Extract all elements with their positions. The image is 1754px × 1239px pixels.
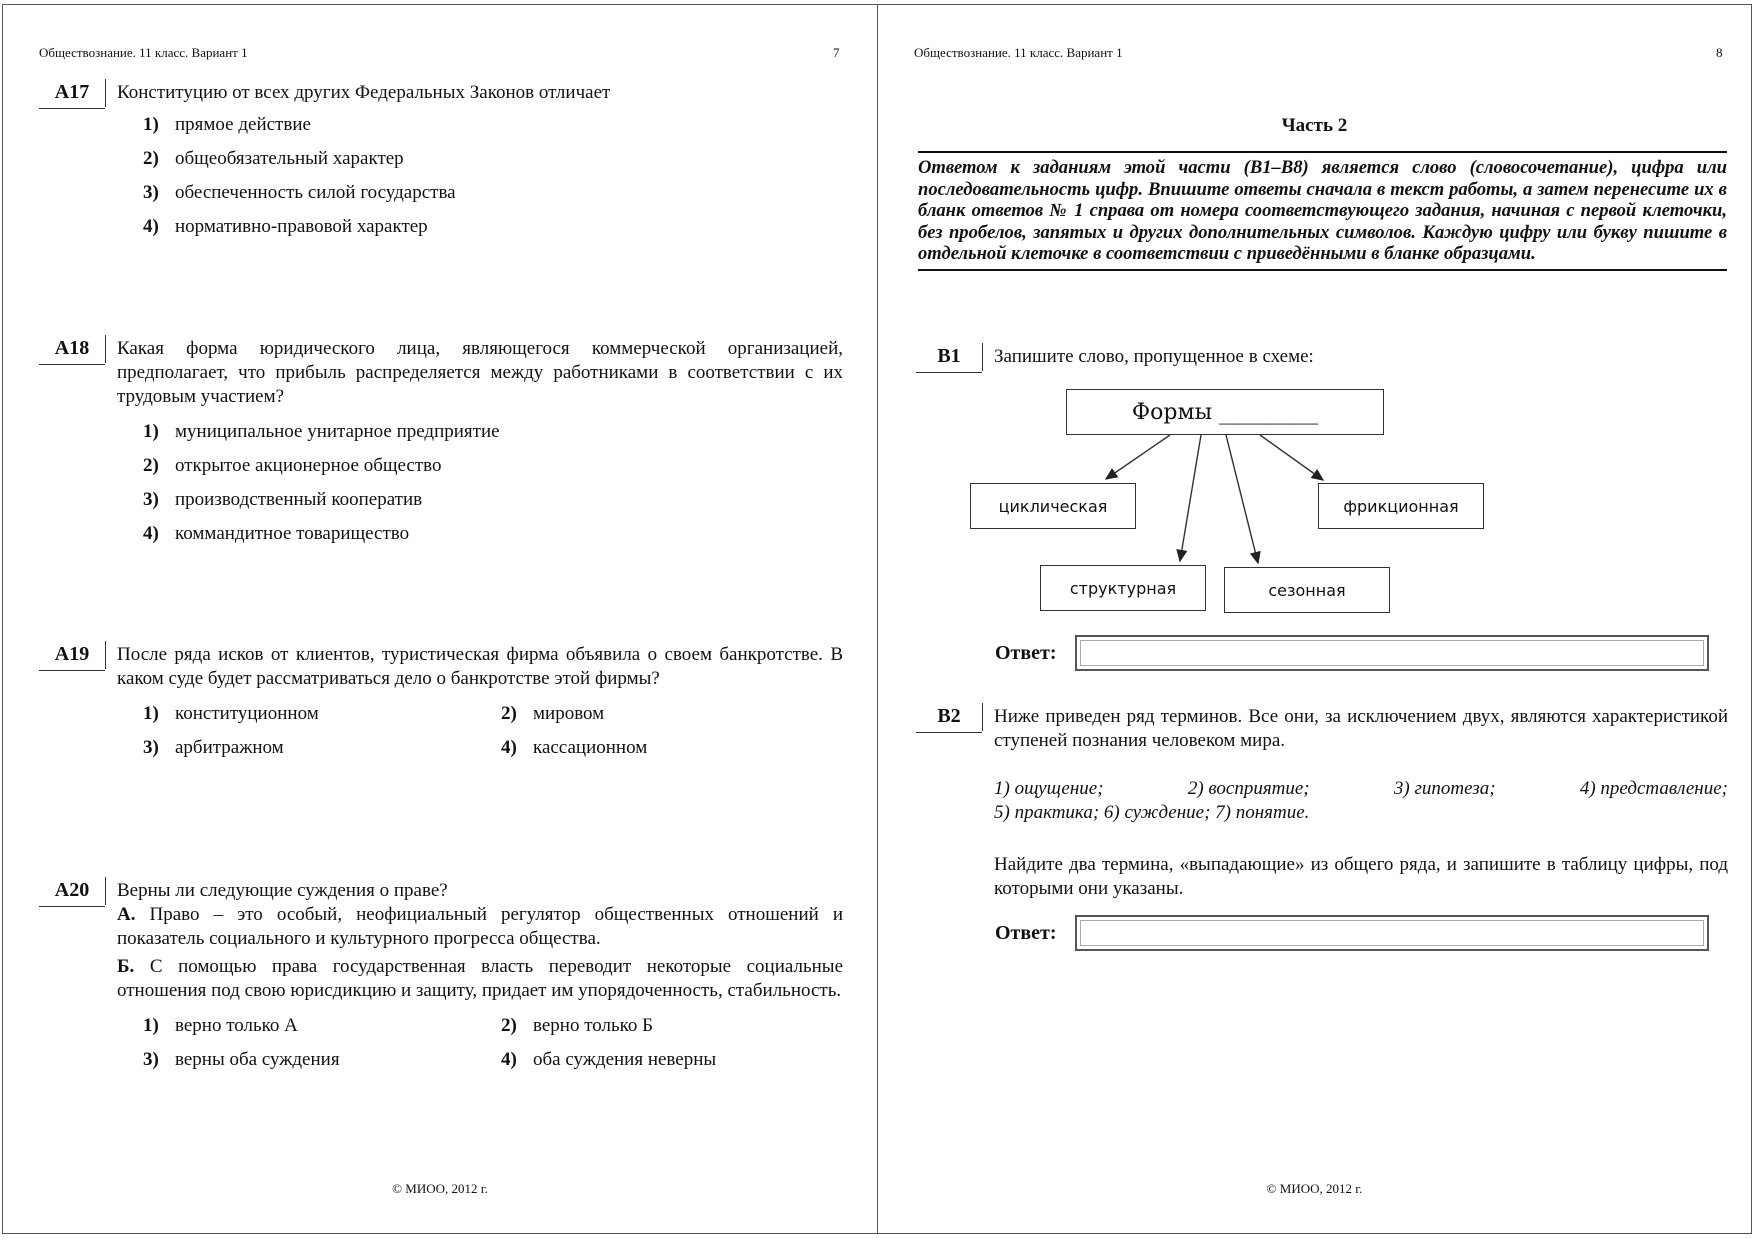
option-number: 1): [143, 1015, 159, 1036]
question-text: После ряда исков от клиентов, туристическая фирма объявила о своем банкротстве. В каком суде будет рассматриваться дело о банкротстве этой фирмы?: [117, 644, 843, 689]
option-text: муниципальное унитарное предприятие: [175, 421, 500, 442]
answer-option[interactable]: [143, 697, 501, 731]
option-text: производственный кооператив: [175, 489, 423, 510]
question-text: Конституцию от всех других Федеральных Законов отличает: [117, 82, 611, 103]
task-label-divider: [982, 703, 983, 731]
statement-b-text: С помощью права государственная власть переводит некоторые социальные отношения под свою юрисдикцию и защиту, придает им упорядоченность, стабильность.: [117, 956, 844, 1001]
answer-option[interactable]: [501, 731, 801, 765]
answer-option[interactable]: [143, 517, 843, 551]
running-head: Обществознание. 11 класс. Вариант 1: [39, 45, 248, 60]
option-text: общеобязательный характер: [175, 148, 404, 169]
term: 2) восприятие;: [1187, 778, 1310, 799]
diagram-box-frictional: фрикционная: [1318, 483, 1484, 529]
statement-b-label: Б.: [117, 956, 135, 977]
task-label: B2: [916, 705, 982, 733]
question-text: Ниже приведен ряд терминов. Все они, за исключением двух, являются характеристикой ступеней познания человеком мира.: [994, 706, 1728, 751]
answer-option[interactable]: [501, 1043, 801, 1077]
option-number: 4): [501, 737, 517, 758]
option-text: мировом: [533, 703, 605, 724]
option-number: 2): [501, 703, 517, 724]
option-text: верно только А: [175, 1015, 298, 1036]
option-number: 4): [501, 1049, 517, 1070]
task-label-divider: [982, 343, 983, 371]
option-text: оба суждения неверны: [533, 1049, 717, 1070]
diagram-box-seasonal: сезонная: [1224, 567, 1390, 613]
option-text: кассационном: [533, 737, 648, 758]
question-text: Верны ли следующие суждения о праве?: [117, 880, 448, 901]
task-label: A18: [39, 337, 105, 365]
answer-option[interactable]: [143, 176, 843, 210]
answer-option[interactable]: [143, 449, 843, 483]
option-number: 1): [143, 421, 159, 442]
option-number: 4): [143, 523, 159, 544]
term: 1) ощущение;: [994, 778, 1104, 799]
answer-option[interactable]: [143, 1009, 501, 1043]
option-text: конституционном: [175, 703, 319, 724]
statement-a-label: А.: [117, 904, 136, 925]
option-text: обеспеченность силой государства: [175, 182, 456, 203]
running-head: Обществознание. 11 класс. Вариант 1: [914, 45, 1123, 60]
b2-answer-field[interactable]: [1075, 915, 1709, 951]
statement-b: [117, 955, 843, 1003]
task-label: A17: [39, 81, 105, 109]
terms-list: [994, 777, 1728, 825]
statement-a-text: Право – это особый, неофициальный регулятор общественных отношений и показатель социального и культурного прогресса общества.: [117, 904, 844, 949]
task-label: A19: [39, 643, 105, 671]
answer-label: Ответ:: [995, 921, 1057, 944]
page-number: 8: [1716, 45, 1723, 60]
answer-option[interactable]: [143, 731, 501, 765]
option-number: 3): [143, 489, 159, 510]
option-text: верно только Б: [533, 1015, 654, 1036]
part-title: Часть 2: [1281, 115, 1348, 136]
copyright-footer: © МИОО, 2012 г.: [1266, 1181, 1363, 1196]
b2-answer-row: [995, 915, 1709, 951]
option-number: 3): [143, 182, 159, 203]
option-text: верны оба суждения: [175, 1049, 340, 1070]
diagram-root-box: Формы _________: [1066, 389, 1384, 435]
b1-answer-row: [995, 635, 1709, 671]
answer-option[interactable]: [143, 108, 843, 142]
diagram-box-structural: структурная: [1040, 565, 1206, 611]
term: 4) представление;: [1579, 778, 1728, 799]
forms-diagram: [998, 383, 1608, 613]
term: 3) гипотеза;: [1393, 778, 1496, 799]
answer-option[interactable]: [143, 415, 843, 449]
page-7: [2, 4, 878, 1234]
copyright-footer: © МИОО, 2012 г.: [392, 1181, 488, 1196]
option-number: 2): [143, 455, 159, 476]
option-text: нормативно-правовой характер: [175, 216, 428, 237]
task-label: B1: [916, 345, 982, 373]
task-label-divider: [105, 335, 106, 363]
option-number: 2): [143, 148, 159, 169]
page-number: 7: [833, 45, 840, 60]
part-instructions: Ответом к заданиям этой части (В1–В8) является слово (словосочетание), цифра или последовательность цифр. Впишите ответы сначала в текст работы, а затем перенесите их в бланк ответов № 1 справа от номера соответствующего задания, начиная с первой клеточки, без пробелов, запятых и других дополнительных символов. Каждую цифру или букву пишите в отдельной клеточке в соответствии с приведёнными в бланке образцами.: [918, 151, 1727, 271]
answer-label: Ответ:: [995, 641, 1057, 664]
option-number: 2): [501, 1015, 517, 1036]
b2-instruction: Найдите два термина, «выпадающие» из общего ряда, и запишите в таблицу цифры, под которыми они указаны.: [994, 854, 1728, 899]
option-number: 1): [143, 703, 159, 724]
statement-a: [117, 903, 843, 951]
option-text: открытое акционерное общество: [175, 455, 442, 476]
term: 5) практика; 6) суждение; 7) понятие.: [994, 802, 1310, 823]
answer-option[interactable]: [143, 210, 843, 244]
option-number: 1): [143, 114, 159, 135]
option-number: 4): [143, 216, 159, 237]
task-label-divider: [105, 641, 106, 669]
question-text: Какая форма юридического лица, являющегося коммерческой организацией, предполагает, что прибыль распределяется между работниками в соответствии с их трудовым участием?: [117, 338, 843, 407]
page-8: [877, 4, 1752, 1234]
task-label-divider: [105, 877, 106, 905]
option-text: прямое действие: [175, 114, 311, 135]
diagram-box-cyclical: циклическая: [970, 483, 1136, 529]
question-text: Запишите слово, пропущенное в схеме:: [994, 346, 1314, 367]
b1-answer-field[interactable]: [1075, 635, 1709, 671]
answer-option[interactable]: [501, 1009, 801, 1043]
option-number: 3): [143, 1049, 159, 1070]
answer-option[interactable]: [501, 697, 801, 731]
answer-option[interactable]: [143, 483, 843, 517]
option-number: 3): [143, 737, 159, 758]
answer-option[interactable]: [143, 142, 843, 176]
option-text: коммандитное товарищество: [175, 523, 410, 544]
task-label-divider: [105, 79, 106, 107]
answer-option[interactable]: [143, 1043, 501, 1077]
task-label: A20: [39, 879, 105, 907]
option-text: арбитражном: [175, 737, 284, 758]
